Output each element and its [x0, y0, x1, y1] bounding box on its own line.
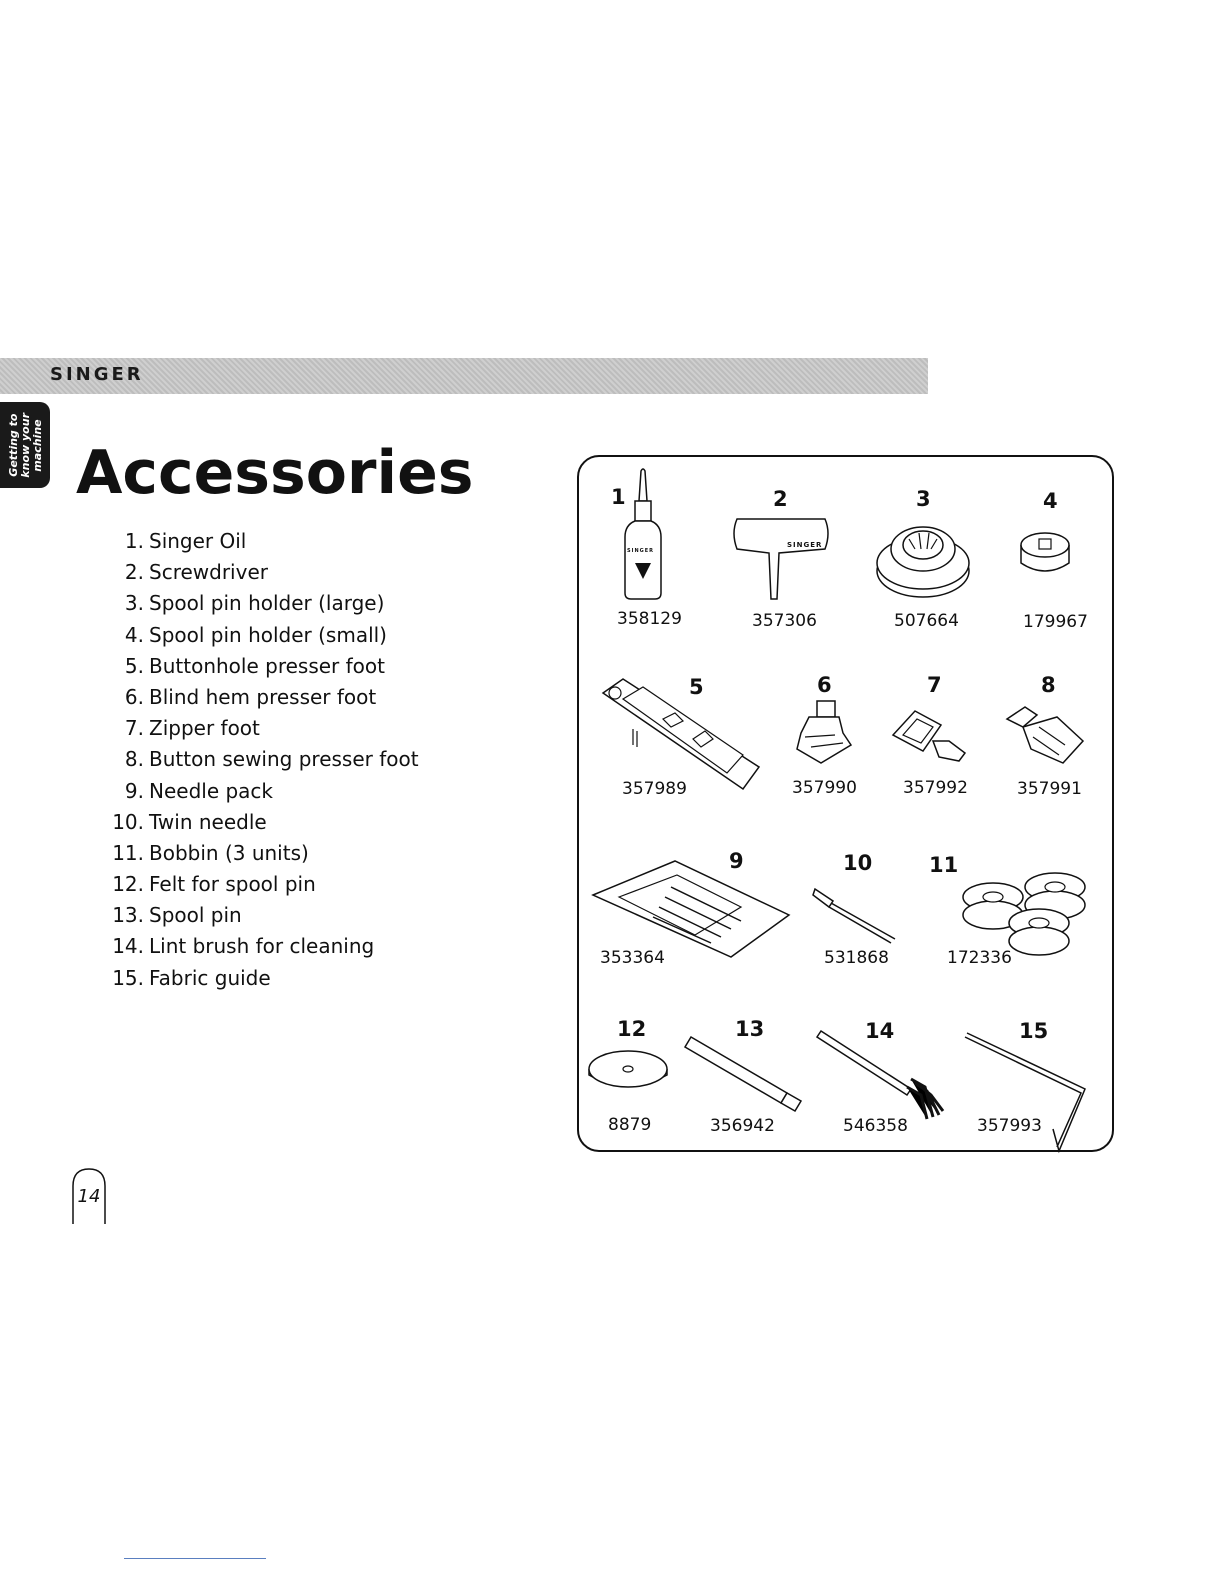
oil-bottle-icon	[623, 465, 663, 605]
button-sewing-foot-icon	[1003, 701, 1087, 769]
bobbins-icon	[959, 865, 1089, 959]
list-item: 5. Buttonhole presser foot	[124, 653, 385, 678]
spool-pin-icon	[683, 1033, 807, 1113]
list-item: 3. Spool pin holder (large)	[124, 591, 385, 616]
list-item: 12. Felt for spool pin	[112, 872, 316, 897]
spool-holder-small-icon	[1017, 529, 1073, 579]
twin-needle-icon	[811, 885, 901, 945]
zipper-foot-icon	[889, 705, 969, 769]
list-item: 4. Spool pin holder (small)	[124, 622, 387, 647]
list-item: 14. Lint brush for cleaning	[112, 934, 375, 959]
list-item: 7. Zipper foot	[124, 716, 260, 741]
accessories-list	[100, 526, 419, 994]
brand-logo: SINGER	[50, 364, 144, 385]
section-tab	[0, 402, 50, 488]
oil-bottle-brand: SINGER	[627, 548, 655, 554]
list-item: 10. Twin needle	[112, 809, 267, 834]
list-item: 15. Fabric guide	[112, 965, 271, 990]
list-item: 8. Button sewing presser foot	[124, 747, 419, 772]
list-item: 2. Screwdriver	[124, 560, 268, 585]
page-title: Accessories	[76, 438, 474, 508]
section-tab-label: Getting to know your machine	[7, 412, 44, 478]
screwdriver-brand: SINGER	[787, 541, 823, 549]
divider	[124, 1558, 266, 1559]
list-item: 11. Bobbin (3 units)	[112, 840, 309, 865]
header-bar	[0, 358, 928, 394]
list-item: 6. Blind hem presser foot	[124, 684, 377, 709]
spool-holder-large-icon	[873, 519, 973, 603]
lint-brush-icon	[815, 1027, 949, 1123]
felt-icon	[587, 1047, 669, 1097]
list-item: 1. Singer Oil	[124, 529, 247, 553]
page-number	[72, 1168, 106, 1224]
accessories-diagram: 1 SINGER 358129 2 SINGER 357306 3 507664 4 179967 5 357989 6 357990 7 357992 8 357991 9 353364 10 531868 11 172336 12 8879 13 356942 14 546358 15 357993	[577, 455, 1114, 1152]
needle-pack-icon	[591, 857, 791, 959]
blind-hem-foot-icon	[791, 697, 857, 769]
buttonhole-foot-icon	[593, 669, 763, 793]
list-item: 13. Spool pin	[112, 903, 242, 928]
list-item: 9. Needle pack	[124, 778, 274, 803]
page-number-label: 14	[77, 1186, 101, 1207]
screwdriver-icon	[731, 513, 831, 603]
